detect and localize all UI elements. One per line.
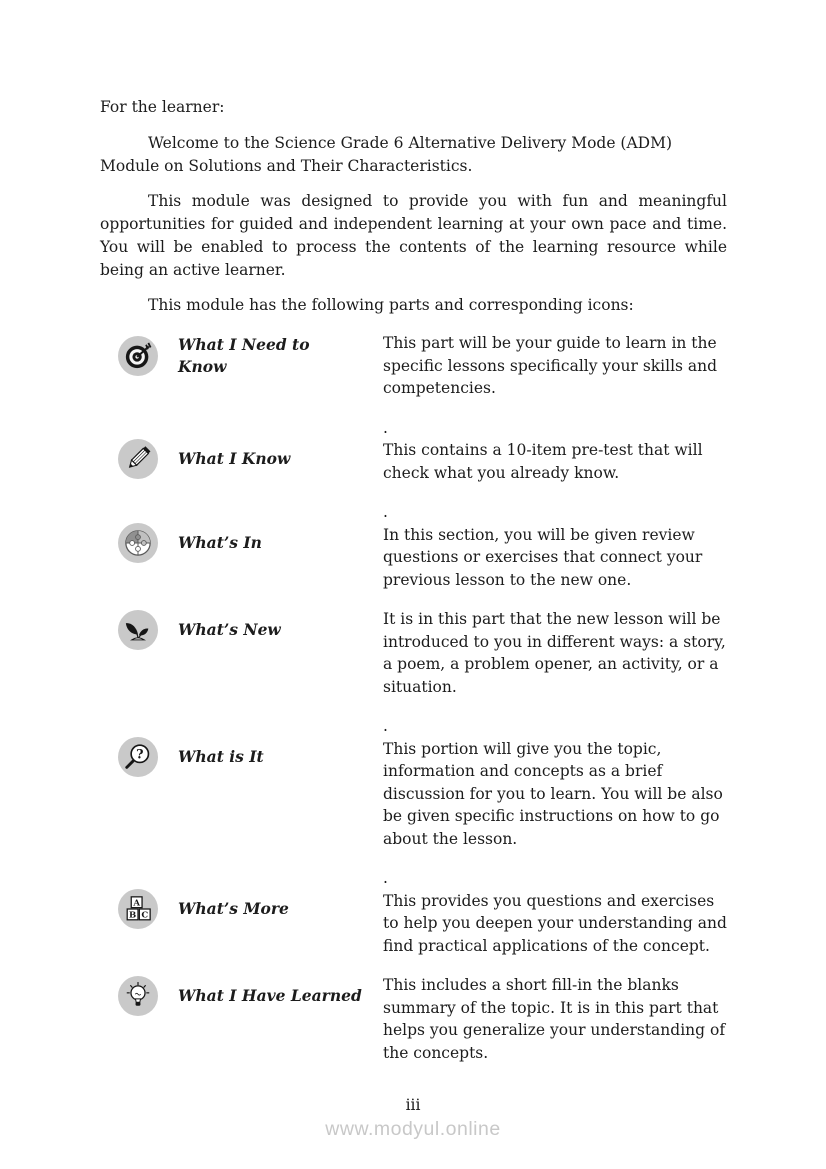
- target-icon: [118, 336, 158, 376]
- part-label: What I Need to Know: [178, 335, 310, 376]
- plant-icon: [118, 610, 158, 650]
- part-label: What I Have Learned: [178, 986, 362, 1005]
- intro-paragraph-welcome: Welcome to the Science Grade 6 Alternative Delivery Mode (ADM) Module on Solutions and Their Characteristics.: [100, 134, 673, 175]
- part-description: This includes a short fill-in the blanks summary of the topic. It is in this part that helps you generalize your understanding of the concepts.: [383, 976, 726, 1062]
- part-row-whats-more: [100, 867, 727, 957]
- part-row-whats-in: [100, 501, 727, 591]
- part-description: In this section, you will be given review questions or exercises that connect your previous lesson to the new one.: [383, 525, 703, 589]
- lightbulb-icon: [118, 976, 158, 1016]
- part-description: It is in this part that the new lesson will be introduced to you in different ways: a story, a poem, a problem opener, an activity, or a situation.: [383, 610, 726, 696]
- part-label: What’s In: [178, 533, 262, 552]
- part-label: What is It: [178, 747, 264, 766]
- part-description: This contains a 10-item pre-test that will check what you already know.: [383, 441, 703, 482]
- description-prefix-dot: .: [383, 717, 388, 735]
- description-prefix-dot: .: [383, 503, 388, 521]
- part-row-whats-new: [100, 608, 727, 698]
- salutation: For the learner:: [100, 98, 225, 116]
- parts-table: [100, 332, 727, 1064]
- part-label: What’s New: [178, 620, 281, 639]
- part-label: What’s More: [178, 899, 289, 918]
- puzzle-icon: [118, 523, 158, 563]
- part-description: This portion will give you the topic, information and concepts as a brief discussion for you to learn. You will be also be given specific instructions on how to go about the lesson.: [383, 739, 723, 848]
- svg-text:B: B: [128, 910, 137, 921]
- part-description: This part will be your guide to learn in the specific lessons specifically your skills and competencies.: [383, 334, 718, 397]
- svg-text:C: C: [141, 910, 149, 921]
- part-row-what-i-know: [100, 417, 727, 485]
- page-number: iii: [405, 1096, 421, 1114]
- part-label: What I Know: [178, 448, 291, 468]
- magnifier-question-icon: [118, 737, 158, 777]
- abc-blocks-icon: [118, 889, 158, 929]
- intro-paragraph-parts: This module has the following parts and corresponding icons:: [148, 296, 634, 314]
- description-prefix-dot: .: [383, 418, 388, 437]
- intro-paragraph-design: This module was designed to provide you with fun and meaningful opportunities for guided and independent learning at your own pace and time. You will be enabled to process the contents of the learning resource while being an active learner.: [100, 192, 727, 279]
- svg-text:?: ?: [136, 746, 144, 762]
- svg-text:A: A: [133, 898, 140, 909]
- description-prefix-dot: .: [383, 869, 388, 887]
- watermark: www.modyul.online: [325, 1118, 501, 1140]
- part-row-what-i-have-learned: [100, 974, 727, 1064]
- part-row-what-is-it: [100, 715, 727, 850]
- pencil-icon: [118, 439, 158, 479]
- part-description: This provides you questions and exercises to help you deepen your understanding and find practical applications of the concept.: [383, 891, 727, 955]
- part-row-what-i-need-to-know: [100, 332, 727, 400]
